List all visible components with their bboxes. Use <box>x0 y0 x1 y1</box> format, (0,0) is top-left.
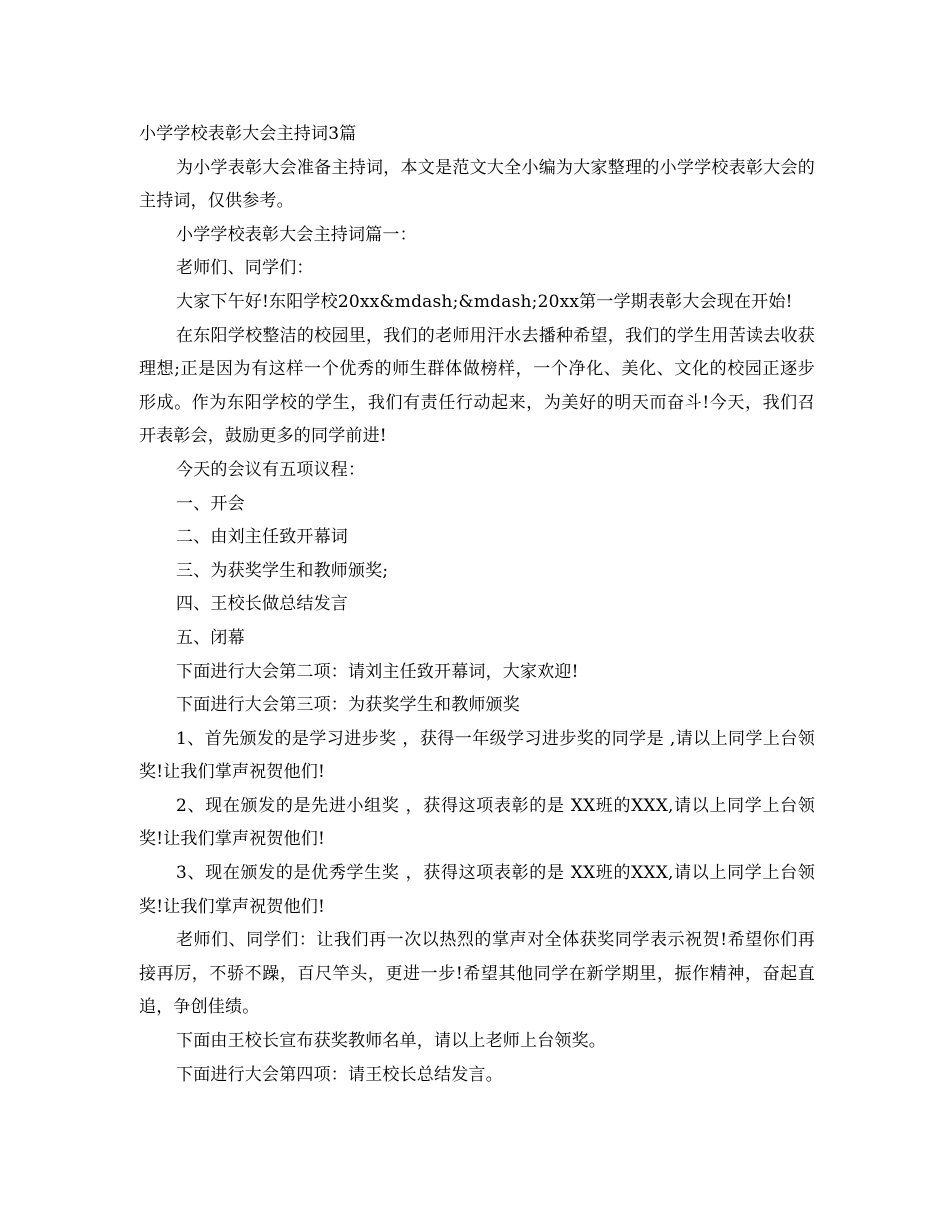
document-body <box>139 118 815 1092</box>
opening-paragraph: 大家下午好!东阳学校20xx&mdash;&mdash;20xx第一学期表彰大会现在开始! <box>176 291 793 312</box>
body-paragraph: 下面由王校长宣布获奖教师名单，请以上老师上台领奖。 <box>176 1031 606 1052</box>
agenda-item: 五、闭幕 <box>176 627 245 648</box>
award-paragraph: 2、现在颁发的是先进小组奖 ，获得这项表彰的是 XX班的XXX,请以上同学上台领奖!让我们掌声祝贺他们! <box>139 795 815 850</box>
body-paragraph: 在东阳学校整洁的校园里，我们的老师用汗水去播种希望，我们的学生用苦读去收获理想;正是因为有这样一个优秀的师生群体做榜样，一个净化、美化、文化的校园正逐步形成。作为东阳学校的学生，我们有责任行动起来，为美好的明天而奋斗!今天，我们召开表彰会，鼓励更多的同学前进! <box>139 325 815 447</box>
intro-paragraph: 为小学表彰大会准备主持词，本文是范文大全小编为大家整理的小学学校表彰大会的主持词，仅供参考。 <box>139 157 815 212</box>
award-paragraph: 3、现在颁发的是优秀学生奖 ，获得这项表彰的是 XX班的XXX,请以上同学上台领奖!让我们掌声祝贺他们! <box>139 863 815 917</box>
body-paragraph: 下面进行大会第三项：为获奖学生和教师颁奖 <box>176 695 520 716</box>
agenda-item: 一、开会 <box>176 493 245 514</box>
greeting-paragraph: 老师们、同学们： <box>176 258 314 279</box>
agenda-item: 三、为获奖学生和教师颁奖; <box>176 560 389 581</box>
body-paragraph: 下面进行大会第二项：请刘主任致开幕词，大家欢迎! <box>176 661 579 682</box>
agenda-intro: 今天的会议有五项议程： <box>176 459 366 480</box>
body-paragraph: 老师们、同学们：让我们再一次以热烈的掌声对全体获奖同学表示祝贺!希望你们再接再厉，不骄不躁，百尺竿头，更进一步!希望其他同学在新学期里，振作精神，奋起直追，争创佳绩。 <box>139 930 815 1018</box>
agenda-item: 四、王校长做总结发言 <box>176 594 348 615</box>
body-paragraph: 下面进行大会第四项：请王校长总结发言。 <box>176 1064 503 1085</box>
award-paragraph: 1、首先颁发的是学习进步奖 ，获得一年级学习进步奖的同学是 ,请以上同学上台领奖!让我们掌声祝贺他们! <box>139 728 815 783</box>
section-heading: 小学学校表彰大会主持词篇一： <box>176 224 417 245</box>
agenda-item: 二、由刘主任致开幕词 <box>176 527 348 548</box>
document-title: 小学学校表彰大会主持词3篇 <box>139 124 357 144</box>
